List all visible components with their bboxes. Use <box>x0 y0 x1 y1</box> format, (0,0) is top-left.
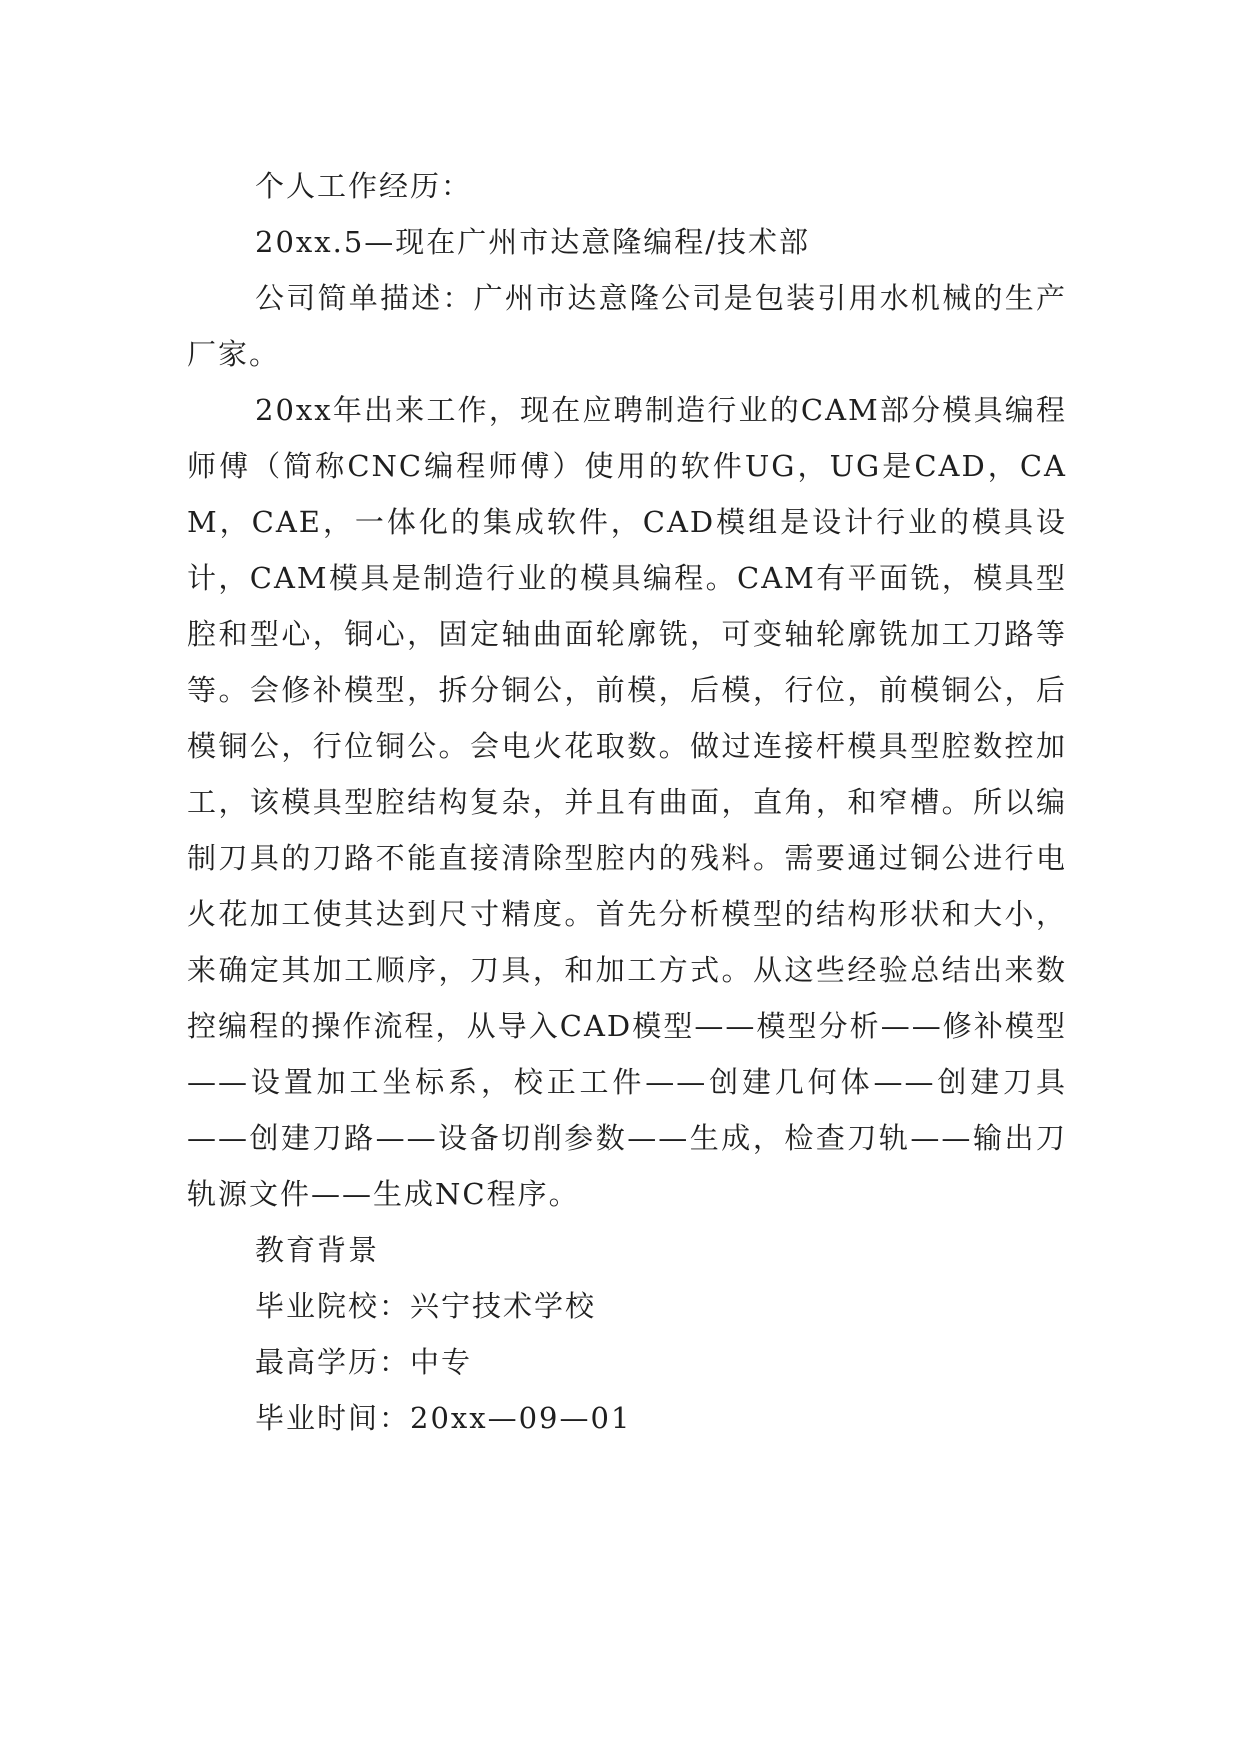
graduation-date: 毕业时间：20xx—09—01 <box>255 1401 632 1435</box>
work-period: 20xx.5—现在广州市达意隆编程/技术部 <box>255 225 811 259</box>
education-heading: 教育背景 <box>255 1233 380 1267</box>
company-description: 公司简单描述：广州市达意隆公司是包装引用水机械的生产厂家。 <box>187 281 1067 371</box>
highest-degree: 最高学历：中专 <box>255 1345 473 1379</box>
graduation-school: 毕业院校：兴宁技术学校 <box>255 1289 597 1323</box>
document-body <box>187 158 1067 1446</box>
experience-paragraph: 20xx年出来工作，现在应聘制造行业的CAM部分模具编程师傅（简称CNC编程师傅）使用的软件UG，UG是CAD，CAM，CAE，一体化的集成软件，CAD模组是设计行业的模具设计，CAM模具是制造行业的模具编程。CAM有平面铣，模具型腔和型心，铜心，固定轴曲面轮廓铣，可变轴轮廓铣加工刀路等等。会修补模型，拆分铜公，前模，后模，行位，前模铜公，后模铜公，行位铜公。会电火花取数。做过连接杆模具型腔数控加工，该模具型腔结构复杂，并且有曲面，直角，和窄槽。所以编制刀具的刀路不能直接清除型腔内的残料。需要通过铜公进行电火花加工使其达到尺寸精度。首先分析模型的结构形状和大小，来确定其加工顺序，刀具，和加工方式。从这些经验总结出来数控编程的操作流程，从导入CAD模型——模型分析——修补模型——设置加工坐标系，校正工件——创建几何体——创建刀具——创建刀路——设备切削参数——生成，检查刀轨——输出刀轨源文件——生成NC程序。 <box>187 393 1067 1211</box>
work-history-heading: 个人工作经历： <box>255 169 473 203</box>
